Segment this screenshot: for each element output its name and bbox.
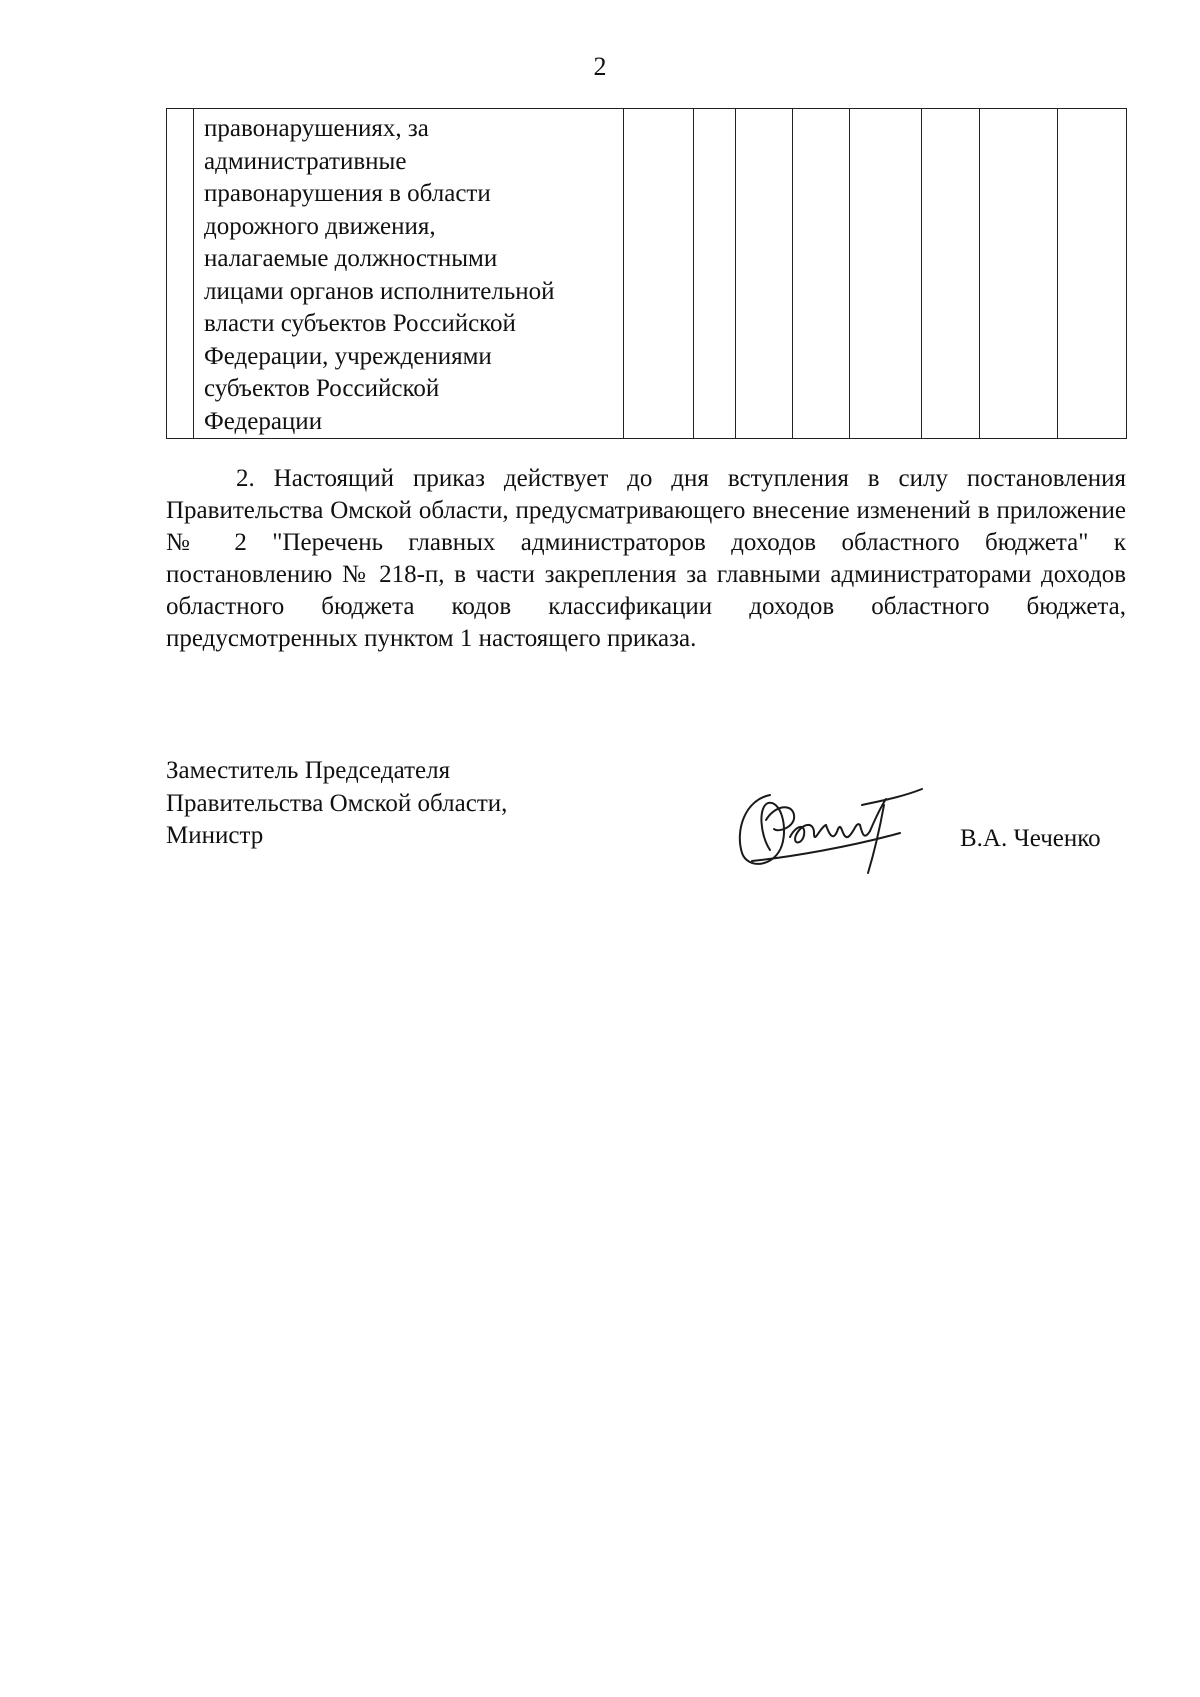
table-cell-empty bbox=[793, 109, 850, 439]
table-row bbox=[167, 109, 1127, 439]
table-cell-empty bbox=[922, 109, 980, 439]
table-cell-empty bbox=[980, 109, 1058, 439]
table-cell-empty bbox=[736, 109, 793, 439]
table-cell-empty bbox=[694, 109, 736, 439]
signer-title-line: Правительства Омской области, bbox=[166, 789, 508, 817]
table-cell-description-text: правонарушениях, за административные правонарушения в области дорожного движения, налагаемые должностными лицами органов исполнительной власти субъектов Российской Федерации, учреждениями субъектов Российской Федерации bbox=[204, 115, 555, 435]
signer-title bbox=[166, 755, 606, 853]
signer-title-line: Заместитель Председателя bbox=[166, 757, 451, 784]
table-cell-empty bbox=[1058, 109, 1127, 439]
page-number: 2 bbox=[593, 52, 607, 81]
table-cell-description bbox=[194, 109, 624, 439]
table-cell-empty bbox=[850, 109, 922, 439]
table-cell-empty bbox=[624, 109, 694, 439]
signer-title-line: Министр bbox=[166, 822, 264, 849]
table-cell-number bbox=[167, 109, 194, 439]
handwritten-signature bbox=[730, 775, 930, 875]
signer-name: В.А. Чеченко bbox=[960, 825, 1101, 852]
paragraph-2: 2. Настоящий приказ действует до дня вступления в силу постановления Правительства Омской области, предусматривающего внесение изменений в приложение № 2 "Перечень главных администраторов доходов областного бюджета" к постановлению № 218-п, в части закрепления за главными администраторами доходов областного бюджета кодов классификации доходов областного бюджета, предусмотренных пунктом 1 настоящего приказа. bbox=[166, 465, 1126, 652]
continued-table bbox=[166, 108, 1127, 439]
